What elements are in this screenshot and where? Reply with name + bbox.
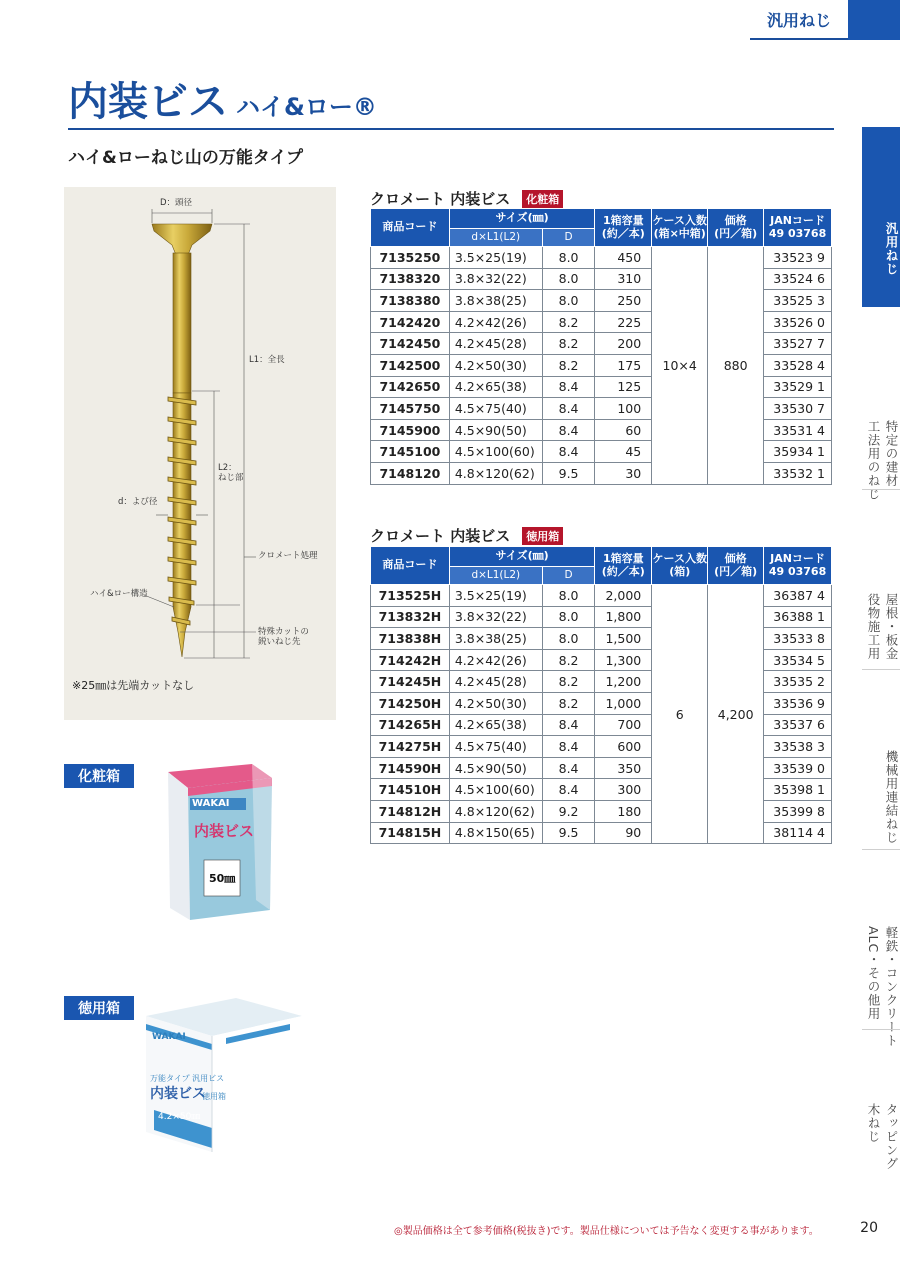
jan-code-cell: 33531 4	[764, 419, 832, 441]
side-tab-label: 特定の建材 工法用のねじ	[866, 419, 899, 501]
table2-header-case: ケース入数 (箱)	[652, 547, 708, 585]
side-tab-label: 機械用連結ねじ	[884, 749, 899, 845]
cosmetic-box-product: 内装ビス	[194, 822, 255, 840]
size-dl-cell: 3.8×32(22)	[449, 268, 542, 290]
product-code-cell: 714250H	[371, 692, 450, 714]
capacity-cell: 1,300	[595, 649, 652, 671]
side-tab-roofing[interactable]	[862, 547, 900, 707]
table2-title-row	[370, 525, 563, 546]
size-d-cell: 8.0	[542, 628, 595, 650]
size-dl-cell: 4.5×90(50)	[449, 757, 542, 779]
value-box-tag: 徳用箱	[202, 1092, 226, 1101]
table2-header-price: 価格 (円／箱)	[708, 547, 764, 585]
size-dl-cell: 4.2×65(38)	[449, 714, 542, 736]
capacity-cell: 1,500	[595, 628, 652, 650]
jan-code-cell: 33524 6	[764, 268, 832, 290]
size-dl-cell: 3.5×25(19)	[449, 585, 542, 607]
table1	[370, 208, 832, 485]
case-quantity-cell: 10×4	[652, 247, 708, 485]
size-d-cell: 8.0	[542, 585, 595, 607]
hilo-structure-label: ハイ&ロー構造	[90, 589, 148, 599]
product-code-cell: 7138380	[371, 290, 450, 312]
product-code-cell: 7145100	[371, 441, 450, 463]
size-d-cell: 9.2	[542, 800, 595, 822]
table2-header-jan: JANコード 49 03768	[764, 547, 832, 585]
value-box-label: 徳用箱	[64, 996, 134, 1020]
value-box-brand: WAKAI	[152, 1032, 186, 1042]
size-dl-cell: 3.8×38(25)	[449, 628, 542, 650]
special-cut-label: 特殊カットの 鋭いねじ先	[258, 627, 309, 648]
footer-note: ◎製品価格は全て参考価格(税抜き)です。製品仕様については予告なく変更する事があります。	[394, 1226, 819, 1237]
side-tab-divider	[862, 849, 900, 850]
table2-header-d: D	[542, 567, 595, 585]
side-tab-divider	[862, 1029, 900, 1030]
table-row	[371, 247, 832, 269]
size-dl-cell: 4.2×50(30)	[449, 692, 542, 714]
jan-code-cell: 33526 0	[764, 311, 832, 333]
size-d-cell: 8.4	[542, 714, 595, 736]
capacity-cell: 45	[595, 441, 652, 463]
size-dl-cell: 4.8×120(62)	[449, 462, 542, 484]
side-tab-label: タッピング 木ねじ	[866, 1103, 899, 1171]
size-d-cell: 8.4	[542, 779, 595, 801]
capacity-cell: 2,000	[595, 585, 652, 607]
jan-code-cell: 33537 6	[764, 714, 832, 736]
side-tab-tapping[interactable]	[862, 1087, 900, 1187]
size-d-cell: 8.4	[542, 441, 595, 463]
jan-code-cell: 35398 1	[764, 779, 832, 801]
size-dl-cell: 4.5×90(50)	[449, 419, 542, 441]
value-box-photo	[140, 990, 308, 1156]
size-dl-cell: 4.2×65(38)	[449, 376, 542, 398]
page-number: 20	[860, 1220, 878, 1236]
price-cell: 4,200	[708, 585, 764, 844]
screw-illustration	[64, 187, 336, 720]
product-code-cell: 714510H	[371, 779, 450, 801]
cosmetic-box-photo	[160, 760, 280, 930]
page-subtitle: ハイ&ローねじ山の万能タイプ	[68, 148, 303, 168]
side-tab-steel-concrete[interactable]	[862, 887, 900, 1087]
table1-tag: 化粧箱	[522, 190, 563, 208]
table1-header-dl: d×L1(L2)	[449, 229, 542, 247]
jan-code-cell: 33530 7	[764, 398, 832, 420]
capacity-cell: 225	[595, 311, 652, 333]
size-dl-cell: 3.5×25(19)	[449, 247, 542, 269]
table2-header-code: 商品コード	[371, 547, 450, 585]
table1-header-size: サイズ(㎜)	[449, 209, 595, 229]
table1-header-price: 価格 (円／箱)	[708, 209, 764, 247]
size-d-cell: 8.0	[542, 268, 595, 290]
capacity-cell: 180	[595, 800, 652, 822]
page-title-sub: ハイ&ロー®	[236, 93, 377, 121]
capacity-cell: 350	[595, 757, 652, 779]
category-header-label: 汎用ねじ	[750, 0, 848, 40]
jan-code-cell: 36388 1	[764, 606, 832, 628]
product-code-cell: 7145900	[371, 419, 450, 441]
product-code-cell: 713525H	[371, 585, 450, 607]
jan-code-cell: 33535 2	[764, 671, 832, 693]
capacity-cell: 250	[595, 290, 652, 312]
size-d-cell: 8.4	[542, 419, 595, 441]
table1-header-d: D	[542, 229, 595, 247]
product-code-cell: 714815H	[371, 822, 450, 844]
jan-code-cell: 35934 1	[764, 441, 832, 463]
capacity-cell: 60	[595, 419, 652, 441]
product-code-cell: 7138320	[371, 268, 450, 290]
product-code-cell: 713832H	[371, 606, 450, 628]
product-code-cell: 7142650	[371, 376, 450, 398]
side-tab-label: 汎用ねじ	[884, 222, 899, 276]
table1-title-row	[370, 188, 563, 209]
capacity-cell: 1,800	[595, 606, 652, 628]
case-quantity-cell: 6	[652, 585, 708, 844]
product-code-cell: 7142450	[371, 333, 450, 355]
side-tab-label: 屋根・板金 役物施工用	[866, 593, 899, 661]
cosmetic-box-label: 化粧箱	[64, 764, 134, 788]
jan-code-cell: 33536 9	[764, 692, 832, 714]
product-code-cell: 7148120	[371, 462, 450, 484]
product-code-cell: 713838H	[371, 628, 450, 650]
thread-length-label: L2： ねじ部	[218, 463, 244, 484]
jan-code-cell: 33529 1	[764, 376, 832, 398]
size-dl-cell: 4.5×100(60)	[449, 779, 542, 801]
table1-header-capacity: 1箱容量 (約／本)	[595, 209, 652, 247]
jan-code-cell: 33528 4	[764, 354, 832, 376]
jan-code-cell: 33532 1	[764, 462, 832, 484]
size-d-cell: 8.4	[542, 757, 595, 779]
table1-header-case: ケース入数 (箱×中箱)	[652, 209, 708, 247]
product-code-cell: 7135250	[371, 247, 450, 269]
table2-header-size: サイズ(㎜)	[449, 547, 595, 567]
size-d-cell: 8.2	[542, 649, 595, 671]
size-d-cell: 8.2	[542, 671, 595, 693]
size-dl-cell: 4.2×42(26)	[449, 311, 542, 333]
capacity-cell: 90	[595, 822, 652, 844]
size-d-cell: 8.4	[542, 398, 595, 420]
size-dl-cell: 4.8×120(62)	[449, 800, 542, 822]
capacity-cell: 1,000	[595, 692, 652, 714]
value-box-size: 4.2×50㎜	[158, 1112, 201, 1122]
nominal-diameter-label: d：よび径	[118, 497, 158, 507]
value-box-drawing	[140, 990, 308, 1156]
size-dl-cell: 4.2×42(26)	[449, 649, 542, 671]
size-dl-cell: 4.8×150(65)	[449, 822, 542, 844]
product-code-cell: 714265H	[371, 714, 450, 736]
size-d-cell: 8.0	[542, 290, 595, 312]
product-code-cell: 714812H	[371, 800, 450, 822]
jan-code-cell: 33533 8	[764, 628, 832, 650]
size-dl-cell: 3.8×38(25)	[449, 290, 542, 312]
side-tab-building-materials[interactable]	[862, 360, 900, 560]
page-title-row	[68, 76, 834, 130]
cosmetic-box-brand: WAKAI	[192, 798, 230, 809]
table2-tag: 徳用箱	[522, 527, 563, 545]
side-tab-divider	[862, 669, 900, 670]
table2-header-dl: d×L1(L2)	[449, 567, 542, 585]
size-dl-cell: 4.5×75(40)	[449, 398, 542, 420]
size-d-cell: 9.5	[542, 462, 595, 484]
table1-header-code: 商品コード	[371, 209, 450, 247]
price-cell: 880	[708, 247, 764, 485]
size-d-cell: 8.4	[542, 736, 595, 758]
table2-title: クロメート 内装ビス	[370, 527, 511, 545]
size-d-cell: 8.2	[542, 311, 595, 333]
capacity-cell: 450	[595, 247, 652, 269]
capacity-cell: 700	[595, 714, 652, 736]
size-dl-cell: 4.2×45(28)	[449, 671, 542, 693]
size-dl-cell: 3.8×32(22)	[449, 606, 542, 628]
size-dl-cell: 4.5×75(40)	[449, 736, 542, 758]
product-code-cell: 714245H	[371, 671, 450, 693]
tip-note: ※25㎜は先端カットなし	[72, 679, 195, 692]
jan-code-cell: 35399 8	[764, 800, 832, 822]
side-tab-machine-screws[interactable]	[862, 717, 900, 877]
size-dl-cell: 4.2×45(28)	[449, 333, 542, 355]
side-tab-general-screws[interactable]	[862, 127, 900, 307]
product-code-cell: 714275H	[371, 736, 450, 758]
capacity-cell: 600	[595, 736, 652, 758]
category-header-tab	[750, 0, 900, 40]
cosmetic-box-size: 50㎜	[209, 872, 236, 885]
size-d-cell: 8.0	[542, 247, 595, 269]
size-d-cell: 8.0	[542, 606, 595, 628]
capacity-cell: 300	[595, 779, 652, 801]
size-d-cell: 8.2	[542, 692, 595, 714]
value-box-product: 内装ビス	[150, 1086, 206, 1102]
head-diameter-label: D：頭径	[160, 198, 193, 208]
table-row	[371, 585, 832, 607]
product-code-cell: 714242H	[371, 649, 450, 671]
jan-code-cell: 33539 0	[764, 757, 832, 779]
capacity-cell: 175	[595, 354, 652, 376]
size-d-cell: 8.2	[542, 354, 595, 376]
cosmetic-box-drawing	[160, 760, 280, 930]
capacity-cell: 310	[595, 268, 652, 290]
value-box-blurb: 万能タイプ 汎用ビス	[150, 1074, 225, 1083]
jan-code-cell: 33527 7	[764, 333, 832, 355]
table2	[370, 546, 832, 844]
jan-code-cell: 33523 9	[764, 247, 832, 269]
total-length-label: L1：全長	[249, 355, 285, 365]
side-tab-divider	[862, 489, 900, 490]
page-title: 内装ビス	[68, 79, 228, 125]
size-d-cell: 8.4	[542, 376, 595, 398]
size-dl-cell: 4.5×100(60)	[449, 441, 542, 463]
product-code-cell: 714590H	[371, 757, 450, 779]
side-tab-label: 軽鉄・コンクリート ALC・その他用	[866, 926, 899, 1048]
capacity-cell: 1,200	[595, 671, 652, 693]
product-code-cell: 7142420	[371, 311, 450, 333]
category-header-block	[848, 0, 900, 40]
jan-code-cell: 38114 4	[764, 822, 832, 844]
table1-header-jan: JANコード 49 03768	[764, 209, 832, 247]
size-d-cell: 8.2	[542, 333, 595, 355]
jan-code-cell: 33534 5	[764, 649, 832, 671]
jan-code-cell: 36387 4	[764, 585, 832, 607]
capacity-cell: 100	[595, 398, 652, 420]
table1-title: クロメート 内装ビス	[370, 190, 511, 208]
size-dl-cell: 4.2×50(30)	[449, 354, 542, 376]
capacity-cell: 200	[595, 333, 652, 355]
jan-code-cell: 33525 3	[764, 290, 832, 312]
jan-code-cell: 33538 3	[764, 736, 832, 758]
capacity-cell: 125	[595, 376, 652, 398]
size-d-cell: 9.5	[542, 822, 595, 844]
chromate-label: クロメート処理	[258, 551, 318, 561]
product-code-cell: 7145750	[371, 398, 450, 420]
capacity-cell: 30	[595, 462, 652, 484]
product-code-cell: 7142500	[371, 354, 450, 376]
table2-header-capacity: 1箱容量 (約／本)	[595, 547, 652, 585]
